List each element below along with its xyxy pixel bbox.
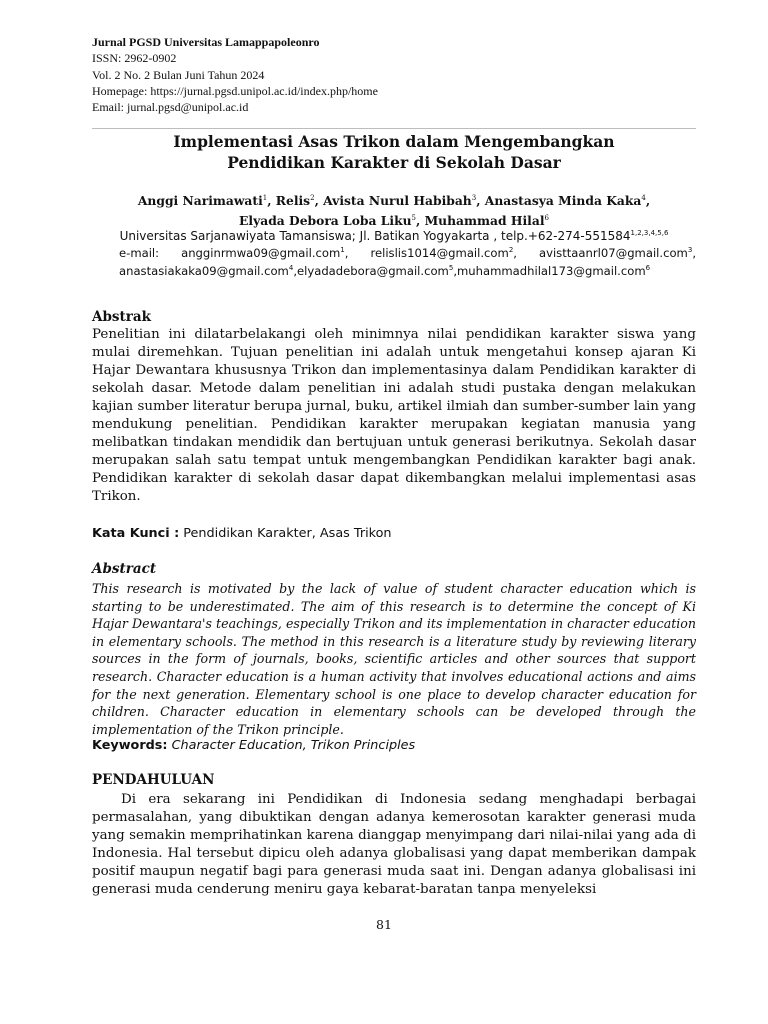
author-name: Elyada Debora Loba Liku [239,212,412,228]
author-email-link[interactable]: muhammadhilal173@gmail.com$^6$ [457,264,651,278]
abstrak-text: Penelitian ini dilatarbelakangi oleh minimnya nilai pendidikan karakter siswa yang mulai diremehkan. Tujuan penelitian ini adalah untuk mengetahui konsep ajaran Ki Hajar Dewantara khususnya Trikon dan implementasinya dalam Pendidikan karakter di sekolah dasar. Metode dalam penelitian ini adalah studi pustaka dengan melakukan kajian sumber literatur berupa jurnal, buku, artikel ilmiah dan sumber-sumber lain yang mendukung penelitian. Pendidikan karakter merupakan kegiatan manusia yang melibatkan tindakan mendidik dan bertujuan untuk generasi berikutnya. Sekolah dasar merupakan salah satu tempat untuk mengembangkan Pendidikan karakter bagi anak. Pendidikan karakter di sekolah dasar dapat dikembangkan melalui implementasi asas Trikon. [92,327,696,504]
email-line-2 [119,259,696,280]
authors-line-2: Elyada Debora Loba Liku$^5$, Muhammad Hilal$^6$ [239,212,549,228]
author-name: Anggi Narimawati [137,193,263,208]
header-divider [92,128,696,129]
author-list [92,190,696,229]
author-email-link[interactable]: angginrmwa09@gmail.com$^1$, [181,246,349,260]
author-email-link[interactable]: relislis1014@gmail.com$^2$, [370,246,517,260]
author-sup: 3 [471,194,477,202]
paper-title [92,131,696,173]
keywords-value: Character Education, Trikon Principles [167,738,416,753]
journal-homepage: Homepage: https://jurnal.pgsd.unipol.ac.id/index.php/home [92,83,378,98]
author-name: Avista Nurul Habibah [323,193,472,208]
kata-kunci-label: Kata Kunci : [92,526,180,541]
author-sup: 1 [262,194,268,202]
author-email-link[interactable]: anastasiakaka09@gmail.com$^4$, [119,264,297,278]
authors-line-1: Anggi Narimawati$^1$, Relis$^2$, Avista Nurul Habibah$^3$, Anastasya Minda Kaka$^4$, [137,193,651,208]
author-sup: 4 [641,194,646,202]
page-number: 81 [376,917,392,932]
author-email-link[interactable]: elyadadebora@gmail.com$^5$, [297,264,457,278]
author-name: Muhammad Hilal [424,212,545,228]
abstrak-heading: Abstrak [92,309,151,325]
author-sup: 6 [544,213,549,222]
author-sup: 5 [411,213,416,222]
abstract-heading: Abstract [92,561,157,577]
journal-issn: ISSN: 2962-0902 [92,51,177,66]
journal-name: Jurnal PGSD Universitas Lamappapoleonro [92,35,320,49]
author-email-link[interactable]: avisttaanrl07@gmail.com$^3$, [538,246,696,260]
author-name: Anastasya Minda Kaka [484,193,642,208]
author-sup: 2 [310,194,315,202]
author-name: Relis [275,193,311,208]
pendahuluan-text: Di era sekarang ini Pendidikan di Indonesia sedang menghadapi berbagai permasalahan, yang dibuktikan dengan adanya kemerosotan karakter generasi muda yang semakin memprihatinkan karena dianggap menyimpang dari nilai-nilai yang ada di Indonesia. Hal tersebut dipicu oleh adanya globalisasi yang dapat memberikan dampak positif maupun negatif bagi para generasi muda saat ini. Dengan adanya globalisasi ini generasi muda cenderung meniru gaya kebarat-baratan tanpa menyeleksi [92,792,696,897]
journal-email: Email: jurnal.pgsd@unipol.ac.id [92,100,249,115]
kata-kunci-value: Pendidikan Karakter, Asas Trikon [179,526,392,541]
affiliation-sup: 1,2,3,4,5,6 [630,229,669,237]
kata-kunci [92,526,392,541]
keywords [92,738,415,753]
title-line-1: Implementasi Asas Trikon dalam Mengembangkan [173,132,615,151]
journal-volume: Vol. 2 No. 2 Bulan Juni Tahun 2024 [92,67,265,82]
pendahuluan-heading: PENDAHULUAN [92,772,215,788]
keywords-label: Keywords: [92,738,168,753]
email-label: e-mail: [119,246,160,260]
title-line-2: Pendidikan Karakter di Sekolah Dasar [227,153,561,172]
affiliation-text: Universitas Sarjanawiyata Tamansiswa; Jl. Batikan Yogyakarta , telp.+62-274-551584 [119,229,631,243]
abstract-text: This research is motivated by the lack of value of student character education which is starting to be underestimated. The aim of this research is to determine the concept of Ki Hajar Dewantara's teachings, especially Trikon and its implementation in character education in elementary schools. The method in this research is a literature study by reviewing literary sources in the form of journals, books, scientific articles and other sources that support research. Character education is a human activity that involves educational actions and aims for the next generation. Elementary school is one place to develop character education for children. Character education in elementary schools can be developed through the implementation of the Trikon principle. [92,581,696,737]
journal-header [92,34,378,115]
